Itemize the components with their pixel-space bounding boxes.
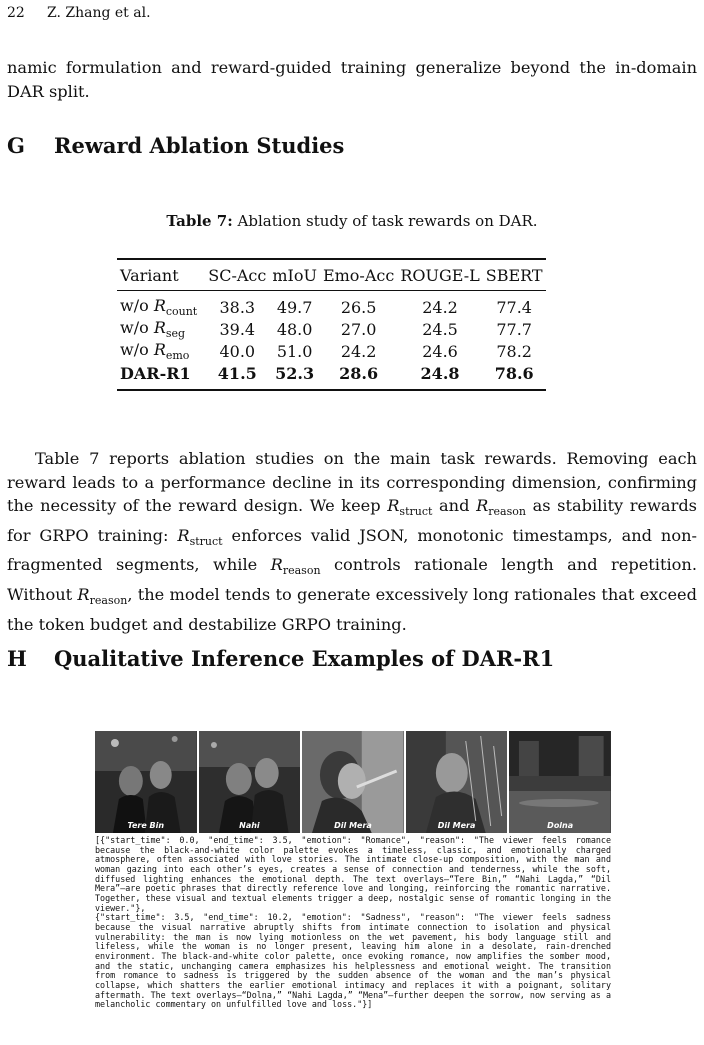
col-sbert: SBERT bbox=[483, 259, 546, 291]
row-variant: DAR-R1 bbox=[117, 363, 205, 390]
cell: 78.6 bbox=[483, 363, 546, 390]
row-variant: w/o $R_{emo}$ bbox=[120, 340, 190, 363]
video-frame bbox=[406, 731, 508, 833]
cell: 26.5 bbox=[340, 297, 377, 317]
video-frame bbox=[509, 731, 611, 833]
empty-street-image bbox=[509, 731, 611, 833]
rain-scene-image bbox=[406, 731, 508, 833]
cell: 27.0 bbox=[340, 319, 377, 339]
col-variant: Variant bbox=[117, 259, 205, 291]
table-header-row bbox=[117, 259, 546, 291]
table-label: Table 7: bbox=[166, 212, 233, 230]
table-row bbox=[117, 291, 546, 319]
video-frame bbox=[302, 731, 404, 833]
section-g-number: G bbox=[7, 133, 25, 158]
ablation-discussion-paragraph: Table 7 reports ablation studies on the main task rewards. Removing each reward leads to a performance decline in its corresponding dimension, confirming the necessity of the reward design. We keep $R_{struct}$ and $R_{reason}$ as stability rewards for GRPO training: $R_{struct}$ enforces valid JSON, monotonic timestamps, and non-fragmented segments, while $R_{reason}$ controls rationale length and repetition. Without $R_{reason}$, the model tends to generate excessively long rationales that exceed the token budget and destabilize GRPO training. bbox=[7, 449, 697, 634]
couple-scene-image bbox=[95, 731, 197, 833]
ablation-table bbox=[117, 258, 546, 391]
cell: 41.5 bbox=[205, 363, 269, 390]
col-rouge-l: ROUGE-L bbox=[397, 259, 482, 291]
cell: 24.8 bbox=[397, 363, 482, 390]
cell: 28.6 bbox=[320, 363, 397, 390]
cell: 24.2 bbox=[340, 341, 377, 361]
cell: 51.0 bbox=[276, 341, 313, 361]
cell: 40.0 bbox=[219, 341, 256, 361]
intro-paragraph: namic formulation and reward-guided training generalize beyond the in-domain DAR split. bbox=[7, 58, 697, 101]
section-g-title: Reward Ablation Studies bbox=[54, 133, 345, 158]
table-row-best bbox=[117, 363, 546, 390]
cell: 78.2 bbox=[496, 341, 532, 361]
couple-closeup-image bbox=[199, 731, 301, 833]
frame-caption: Dolna bbox=[547, 821, 574, 830]
cell: 48.0 bbox=[276, 319, 313, 339]
cell: 24.6 bbox=[422, 341, 458, 361]
running-header bbox=[7, 5, 151, 21]
col-sc-acc: SC-Acc bbox=[205, 259, 269, 291]
row-variant: w/o $R_{count}$ bbox=[120, 296, 198, 319]
video-frame bbox=[95, 731, 197, 833]
cell: 77.7 bbox=[496, 319, 532, 339]
frame-caption: Tere Bin bbox=[127, 821, 165, 830]
row-variant: w/o $R_{seg}$ bbox=[120, 318, 186, 341]
video-frame bbox=[199, 731, 301, 833]
frame-caption: Dil Mera bbox=[437, 821, 476, 830]
table-row bbox=[117, 318, 546, 340]
cell: 24.5 bbox=[422, 319, 458, 339]
page-number: 22 bbox=[7, 5, 25, 21]
section-h-number: H bbox=[7, 646, 27, 671]
cell: 77.4 bbox=[496, 297, 532, 317]
cell: 49.7 bbox=[276, 297, 313, 317]
cell: 52.3 bbox=[269, 363, 320, 390]
video-frame-strip bbox=[95, 731, 611, 833]
cell: 24.2 bbox=[422, 297, 458, 317]
cell: 38.3 bbox=[219, 297, 256, 317]
section-h-heading bbox=[7, 646, 554, 671]
section-g-heading bbox=[7, 133, 344, 158]
woman-profile-image bbox=[302, 731, 404, 833]
running-authors: Z. Zhang et al. bbox=[47, 5, 151, 21]
table-row bbox=[117, 340, 546, 362]
col-miou: mIoU bbox=[269, 259, 320, 291]
frame-caption: Dil Mera bbox=[334, 821, 372, 830]
frame-caption: Nahi bbox=[239, 821, 260, 830]
table-caption-text: Ablation study of task rewards on DAR. bbox=[232, 212, 538, 230]
section-h-title: Qualitative Inference Examples of DAR-R1 bbox=[54, 646, 555, 671]
model-output-json: [{"start_time": 0.0, "end_time": 3.5, "emotion": "Romance", "reason": "The viewer feels romance because the black-and-white color palette evokes a timeless, classic, and emotionally charged atmosphere, often associated with love stories. The intimate close-up composition, with the man and woman gazing into each other’s eyes, creates a sense of connection and tenderness, while the soft, diffused lighting enhances the emotional depth. The text overlays—“Tere Bin,” “Nahi Lagda,” “Dil Mera”—are poetic phrases that directly reference love and longing, reinforcing the romantic narrative. Together, these visual and textual elements trigger a deep, nostalgic sense of romantic longing in the viewer."}, {"start_time": 3.5, "end_time": 10.2, "emotion": "Sadness", "reason": "The viewer feels sadness because the visual narrative abruptly shifts from intimate connection to isolation and physical vulnerability: the man is now lying motionless on the wet pavement, his body language still and lifeless, while the woman is no longer present, leaving him alone in a desolate, rain-drenched environment. The black-and-white color palette, once evoking romance, now amplifies the somber mood, and the static, unchanging camera emphasizes his helplessness and emotional weight. The transition from romance to sadness is triggered by the sudden absence of the woman and the man’s physical collapse, which shatters the earlier emotional intimacy and replaces it with a poignant, solitary aftermath. The text overlays—“Dolna,” “Nahi Lagda,” “Mena”—further deepen the sorrow, now serving as a melancholic commentary on unfulfilled love and loss."}] bbox=[95, 835, 611, 1010]
col-emo-acc: Emo-Acc bbox=[320, 259, 397, 291]
table-caption bbox=[0, 212, 704, 230]
cell: 39.4 bbox=[219, 319, 256, 339]
